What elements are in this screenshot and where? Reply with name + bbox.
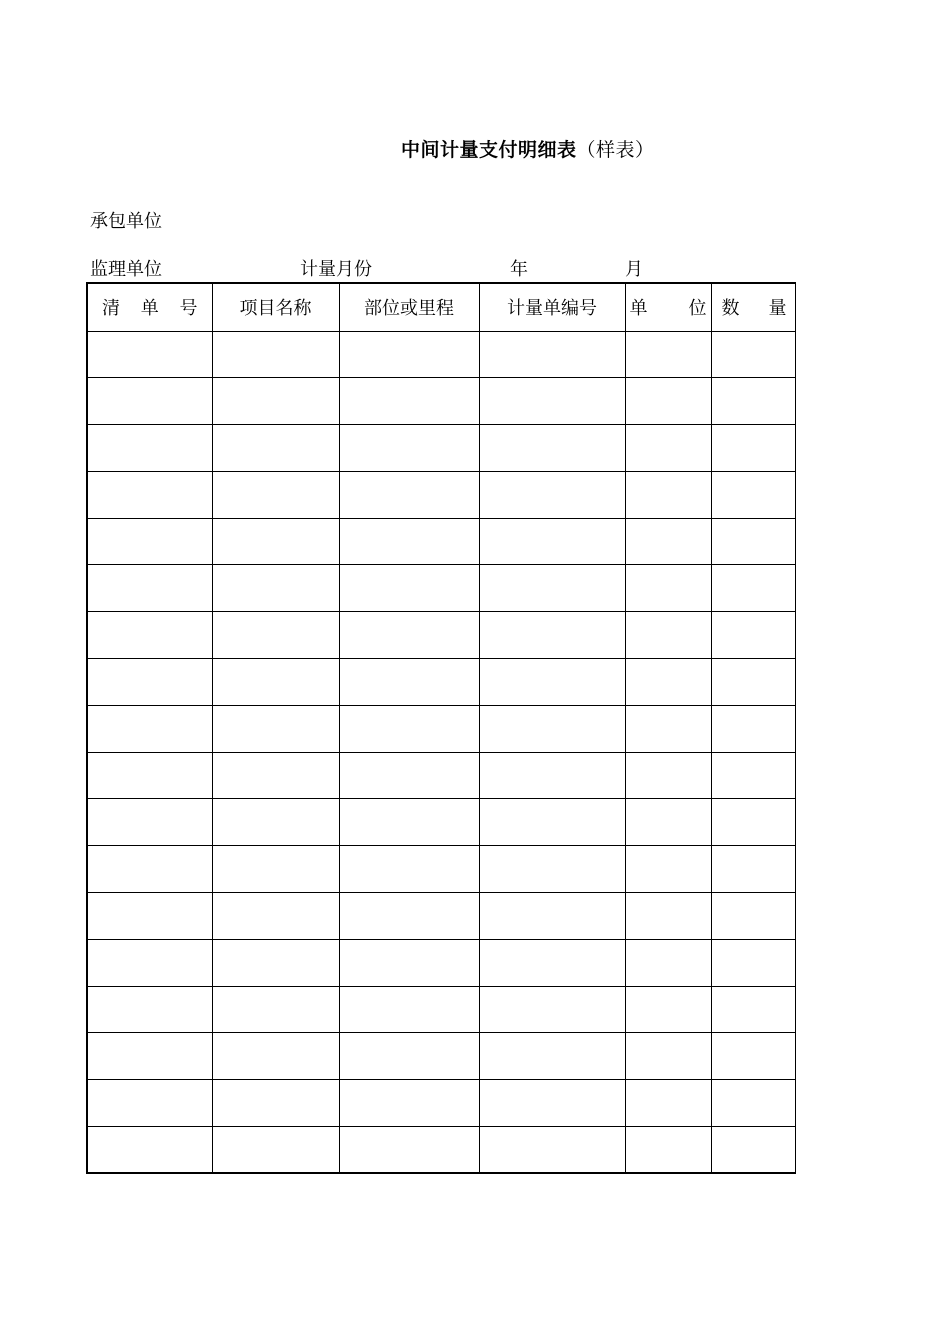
- cell-location[interactable]: [339, 939, 479, 986]
- cell-list-no[interactable]: [87, 752, 212, 799]
- measure-month-label: 计量月份: [300, 259, 372, 280]
- cell-item-name[interactable]: [212, 1080, 339, 1127]
- cell-unit[interactable]: [625, 986, 711, 1033]
- cell-quantity[interactable]: [711, 1080, 795, 1127]
- table-row: [87, 799, 795, 846]
- cell-list-no[interactable]: [87, 1033, 212, 1080]
- cell-quantity[interactable]: [711, 939, 795, 986]
- cell-sheet-no[interactable]: [479, 752, 625, 799]
- cell-unit[interactable]: [625, 1127, 711, 1174]
- cell-unit[interactable]: [625, 659, 711, 706]
- cell-list-no[interactable]: [87, 893, 212, 940]
- cell-unit[interactable]: [625, 752, 711, 799]
- cell-unit[interactable]: [625, 1080, 711, 1127]
- title-sub: （样表）: [576, 139, 655, 161]
- cell-item-name[interactable]: [212, 612, 339, 659]
- cell-location[interactable]: [339, 705, 479, 752]
- document-title: [401, 135, 655, 162]
- cell-item-name[interactable]: [212, 378, 339, 425]
- cell-item-name[interactable]: [212, 1033, 339, 1080]
- cell-list-no[interactable]: [87, 705, 212, 752]
- cell-sheet-no[interactable]: [479, 1080, 625, 1127]
- cell-quantity[interactable]: [711, 518, 795, 565]
- cell-item-name[interactable]: [212, 799, 339, 846]
- cell-location[interactable]: [339, 986, 479, 1033]
- cell-location[interactable]: [339, 378, 479, 425]
- cell-item-name[interactable]: [212, 705, 339, 752]
- table-row: [87, 518, 795, 565]
- cell-sheet-no[interactable]: [479, 846, 625, 893]
- cell-unit[interactable]: [625, 612, 711, 659]
- title-main: 中间计量支付明细表: [401, 139, 577, 161]
- cell-sheet-no[interactable]: [479, 939, 625, 986]
- cell-unit[interactable]: [625, 1033, 711, 1080]
- cell-item-name[interactable]: [212, 471, 339, 518]
- cell-location[interactable]: [339, 752, 479, 799]
- cell-list-no[interactable]: [87, 565, 212, 612]
- cell-quantity[interactable]: [711, 1127, 795, 1174]
- cell-quantity[interactable]: [711, 331, 795, 378]
- cell-location[interactable]: [339, 893, 479, 940]
- cell-unit[interactable]: [625, 471, 711, 518]
- cell-quantity[interactable]: [711, 705, 795, 752]
- cell-list-no[interactable]: [87, 1080, 212, 1127]
- table-row: [87, 1080, 795, 1127]
- table-row: [87, 612, 795, 659]
- cell-quantity[interactable]: [711, 425, 795, 472]
- cell-location[interactable]: [339, 1127, 479, 1174]
- cell-quantity[interactable]: [711, 1033, 795, 1080]
- header-location: [339, 283, 479, 331]
- header-item-name-text: 项目名称: [239, 298, 312, 320]
- header-unit: [625, 283, 711, 331]
- cell-quantity[interactable]: [711, 986, 795, 1033]
- cell-sheet-no[interactable]: [479, 705, 625, 752]
- table-row: [87, 986, 795, 1033]
- table-row: [87, 378, 795, 425]
- cell-quantity[interactable]: [711, 565, 795, 612]
- cell-item-name[interactable]: [212, 565, 339, 612]
- month-label: 月: [625, 259, 643, 280]
- cell-sheet-no[interactable]: [479, 518, 625, 565]
- cell-unit[interactable]: [625, 378, 711, 425]
- table-row: [87, 331, 795, 378]
- cell-list-no[interactable]: [87, 331, 212, 378]
- table-row: [87, 565, 795, 612]
- cell-sheet-no[interactable]: [479, 612, 625, 659]
- cell-unit[interactable]: [625, 331, 711, 378]
- cell-location[interactable]: [339, 1080, 479, 1127]
- header-sheet-no: [479, 283, 625, 331]
- cell-quantity[interactable]: [711, 612, 795, 659]
- cell-sheet-no[interactable]: [479, 331, 625, 378]
- header-list-no-char-1: 清: [102, 298, 120, 320]
- cell-list-no[interactable]: [87, 471, 212, 518]
- header-unit-char-1: 单: [629, 298, 648, 320]
- cell-sheet-no[interactable]: [479, 799, 625, 846]
- table-row: [87, 705, 795, 752]
- cell-unit[interactable]: [625, 518, 711, 565]
- table-row: [87, 846, 795, 893]
- cell-item-name[interactable]: [212, 331, 339, 378]
- cell-location[interactable]: [339, 565, 479, 612]
- table-row: [87, 471, 795, 518]
- cell-item-name[interactable]: [212, 986, 339, 1033]
- header-list-no-char-2: 单: [140, 298, 159, 320]
- cell-sheet-no[interactable]: [479, 1033, 625, 1080]
- cell-quantity[interactable]: [711, 471, 795, 518]
- cell-sheet-no[interactable]: [479, 378, 625, 425]
- cell-unit[interactable]: [625, 893, 711, 940]
- cell-location[interactable]: [339, 1033, 479, 1080]
- table-row: [87, 939, 795, 986]
- cell-location[interactable]: [339, 518, 479, 565]
- cell-list-no[interactable]: [87, 612, 212, 659]
- cell-item-name[interactable]: [212, 659, 339, 706]
- table-row: [87, 1127, 795, 1174]
- cell-sheet-no[interactable]: [479, 471, 625, 518]
- cell-list-no[interactable]: [87, 659, 212, 706]
- supervisor-label: 监理单位: [90, 259, 162, 280]
- cell-quantity[interactable]: [711, 378, 795, 425]
- cell-item-name[interactable]: [212, 893, 339, 940]
- cell-item-name[interactable]: [212, 939, 339, 986]
- table-row: [87, 425, 795, 472]
- table-body: [87, 331, 795, 1173]
- payment-detail-table: [86, 282, 796, 1174]
- cell-unit[interactable]: [625, 425, 711, 472]
- cell-quantity[interactable]: [711, 893, 795, 940]
- cell-location[interactable]: [339, 471, 479, 518]
- cell-list-no[interactable]: [87, 425, 212, 472]
- cell-list-no[interactable]: [87, 986, 212, 1033]
- cell-list-no[interactable]: [87, 378, 212, 425]
- cell-unit[interactable]: [625, 705, 711, 752]
- cell-location[interactable]: [339, 612, 479, 659]
- table-row: [87, 893, 795, 940]
- table-row: [87, 752, 795, 799]
- contractor-label: 承包单位: [90, 211, 162, 232]
- cell-unit[interactable]: [625, 939, 711, 986]
- cell-quantity[interactable]: [711, 799, 795, 846]
- header-quantity: [711, 283, 795, 331]
- cell-item-name[interactable]: [212, 425, 339, 472]
- cell-list-no[interactable]: [87, 846, 212, 893]
- cell-unit[interactable]: [625, 799, 711, 846]
- header-list-no: [87, 283, 212, 331]
- header-quantity-char-1: 数: [721, 298, 740, 320]
- cell-location[interactable]: [339, 425, 479, 472]
- cell-unit[interactable]: [625, 846, 711, 893]
- cell-item-name[interactable]: [212, 518, 339, 565]
- cell-quantity[interactable]: [711, 659, 795, 706]
- cell-quantity[interactable]: [711, 752, 795, 799]
- header-location-text: 部位或里程: [364, 298, 454, 320]
- cell-sheet-no[interactable]: [479, 1127, 625, 1174]
- cell-item-name[interactable]: [212, 1127, 339, 1174]
- header-unit-char-2: 位: [688, 298, 707, 320]
- year-label: 年: [510, 259, 528, 280]
- cell-location[interactable]: [339, 659, 479, 706]
- cell-location[interactable]: [339, 799, 479, 846]
- cell-quantity[interactable]: [711, 846, 795, 893]
- cell-location[interactable]: [339, 846, 479, 893]
- header-quantity-char-2: 量: [768, 298, 787, 320]
- cell-location[interactable]: [339, 331, 479, 378]
- header-list-no-char-3: 号: [179, 298, 198, 320]
- header-sheet-no-text: 计量单编号: [507, 298, 597, 320]
- header-row: [87, 283, 795, 331]
- cell-sheet-no[interactable]: [479, 893, 625, 940]
- table-row: [87, 659, 795, 706]
- cell-list-no[interactable]: [87, 518, 212, 565]
- cell-item-name[interactable]: [212, 846, 339, 893]
- cell-list-no[interactable]: [87, 1127, 212, 1174]
- cell-list-no[interactable]: [87, 799, 212, 846]
- header-item-name: [212, 283, 339, 331]
- cell-list-no[interactable]: [87, 939, 212, 986]
- cell-sheet-no[interactable]: [479, 425, 625, 472]
- cell-sheet-no[interactable]: [479, 659, 625, 706]
- cell-unit[interactable]: [625, 565, 711, 612]
- cell-sheet-no[interactable]: [479, 986, 625, 1033]
- cell-sheet-no[interactable]: [479, 565, 625, 612]
- table-row: [87, 1033, 795, 1080]
- cell-item-name[interactable]: [212, 752, 339, 799]
